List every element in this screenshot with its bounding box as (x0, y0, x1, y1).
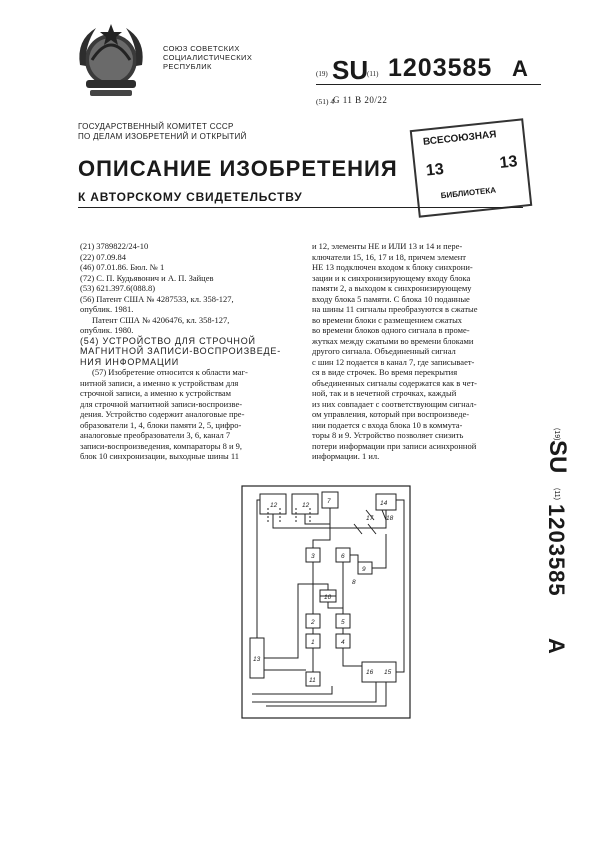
biblio-line: (46) 07.01.86. Бюл. № 1 (80, 262, 165, 272)
committee-line: ПО ДЕЛАМ ИЗОБРЕТЕНИЙ И ОТКРЫТИЙ (78, 132, 247, 141)
diagram-label: 9 (362, 566, 366, 573)
abstract-line: из них совпадает с соответствующим сигнал- (312, 398, 477, 409)
wire (257, 500, 260, 638)
ussr-emblem (70, 20, 152, 102)
abstract-line: зации и к синхронизирующему входу блока (312, 272, 471, 283)
field-19-code: (19) (316, 70, 328, 78)
side-field-19: (19) (553, 428, 560, 441)
diagram-label: 16 (366, 669, 374, 676)
patent-number: 1203585 (388, 54, 493, 82)
wire (268, 508, 310, 524)
biblio-line: (22) 07.09.84 (80, 251, 127, 262)
bibliographic-data (80, 241, 306, 462)
document-title: ОПИСАНИЕ ИЗОБРЕТЕНИЯ (78, 156, 398, 181)
org-line: СОЮЗ СОВЕТСКИХ (163, 44, 240, 53)
abstract-line: во времени блоков одного сигнала в проме- (312, 325, 470, 335)
abstract-line: информации. 1 ил. (312, 451, 380, 461)
biblio-line: (21) 3789822/24-10 (80, 241, 149, 251)
abstract-line: торы 8 и 9. Устройство позволяет снизить (312, 430, 464, 440)
diagram-label: 13 (253, 656, 261, 663)
abstract-line: (57) Изобретение относится к области маг- (92, 367, 248, 377)
diagram-label: 1 (311, 639, 315, 646)
abstract-line: дения. Устройство содержит аналоговые пре- (80, 409, 245, 419)
abstract-line: ной, так и в нечетной строчках, каждый (312, 388, 457, 398)
stamp-line: ВСЕСОЮЗНАЯ (422, 129, 497, 148)
ipc-class: G 11 B 20/22 (333, 95, 388, 105)
side-kind: A (544, 638, 569, 654)
abstract-line: нии подается с входа блока 10 в коммута- (312, 419, 463, 430)
country-code: SU (332, 55, 369, 85)
abstract-line: образователи 1, 4, блоки памяти 2, 5, цифро- (80, 419, 242, 430)
diagram-label: 3 (311, 553, 315, 560)
stamp-number: 13 (498, 153, 519, 172)
diagram-label: 7 (327, 498, 331, 505)
biblio-line: МАГНИТНОЙ ЗАПИСИ-ВОСПРОИЗВЕДЕ- (80, 346, 282, 356)
document-subtitle: К АВТОРСКОМУ СВИДЕТЕЛЬСТВУ (78, 190, 303, 204)
stamp-line: БИБЛИОТЕКА (440, 185, 497, 201)
biblio-line: опублик. 1981. (80, 304, 134, 314)
abstract-line: нитной записи, а именно к устройствам для (80, 377, 239, 388)
side-country: SU (544, 440, 571, 474)
diagram-label: 11 (309, 677, 316, 684)
org-line: СОЦИАЛИСТИЧЕСКИХ (163, 53, 253, 62)
abstract-line: аналоговые преобразователи 3, 6, канал 7 (80, 430, 231, 440)
biblio-line: (54) УСТРОЙСТВО ДЛЯ СТРОЧНОЙ (80, 335, 256, 346)
diagram-label: 5 (341, 619, 345, 626)
abstract-line: памяти 2, а выходом к синхронизирующему (312, 283, 472, 293)
biblio-line: (72) С. П. Кудьявонич и А. П. Зайцев (80, 272, 214, 283)
divider (316, 84, 541, 85)
diagram-label: 14 (380, 500, 388, 507)
abstract-line: блок 10 синхронизации, выходные шины 11 (80, 451, 240, 461)
diagram-label: 8 (352, 579, 356, 586)
wire (343, 648, 362, 666)
abstract-line: во времени блоки с размещением сжатых (312, 314, 463, 325)
side-field-11: (11) (553, 488, 560, 500)
abstract-line: для строчной магнитной записи-воспроизве- (80, 398, 243, 409)
abstract-line: ключатели 15, 16, 17 и 18, причем элемент (312, 251, 467, 262)
wire (372, 534, 386, 568)
committee-line: ГОСУДАРСТВЕННЫЙ КОМИТЕТ СССР (78, 122, 234, 131)
kind-code: A (512, 56, 528, 81)
diagram-label: 12 (302, 502, 310, 509)
block-diagram (236, 484, 414, 720)
biblio-line: (56) Патент США № 4287533, кл. 358-127, (80, 293, 234, 304)
field-11-code: (11) (367, 70, 379, 78)
country-block (163, 44, 252, 71)
abstract-continued (312, 241, 534, 462)
wire (396, 500, 404, 672)
side-number: 1203585 (544, 504, 569, 597)
wire (350, 555, 358, 562)
stamp-number: 13 (425, 160, 445, 180)
abstract-line: на шины 11 сигналы преобразуются в сжатые (312, 304, 478, 314)
biblio-line: Патент США № 4206476, кл. 358-127, (92, 314, 230, 325)
abstract-line: с шин 12 подается в канал 7, где записывает- (312, 356, 475, 367)
diagram-label: 15 (384, 669, 392, 676)
biblio-line: НИЯ ИНФОРМАЦИИ (80, 356, 179, 367)
abstract-line: ся в виде строчек. Во время перекрытия (312, 367, 458, 377)
abstract-line: потери информации при записи асинхронной (312, 440, 477, 451)
diagram-label: 10 (324, 594, 332, 601)
abstract-line: другого сигнала. Объединенный сигнал (312, 346, 456, 356)
switch-marks (354, 510, 386, 534)
library-stamp (410, 118, 533, 217)
abstract-line: ом управления, который при воспроизведе- (312, 409, 470, 419)
wire (264, 584, 328, 658)
committee-block (78, 122, 247, 142)
diagram-label: 17 (366, 515, 374, 522)
abstract-line: строчной записи, а именно к устройствам (80, 388, 232, 398)
abstract-line: объединенных сигналы содержатся как в чет- (312, 377, 478, 388)
abstract-line: и 12, элементы НЕ и ИЛИ 13 и 14 и пере- (312, 241, 463, 251)
diagram-label: 18 (386, 515, 394, 522)
abstract-line: НЕ 13 подключен входом к блоку синхрони- (312, 262, 473, 272)
field-51-code: (51) 4 (316, 97, 335, 106)
abstract-line: записи-воспроизведения, компараторы 8 и 9, (80, 440, 243, 451)
diagram-label: 12 (270, 502, 278, 509)
org-line: РЕСПУБЛИК (163, 62, 212, 71)
biblio-line: (53) 621.397.6(088.8) (80, 283, 156, 293)
diagram-label: 2 (311, 619, 315, 626)
side-designation (538, 428, 578, 688)
diagram-label: 4 (341, 639, 345, 646)
biblio-line: опублик. 1980. (80, 325, 134, 335)
diagram-label: 6 (341, 553, 345, 560)
divider (78, 207, 523, 208)
abstract-line: входу блока 5 памяти. С блока 10 поданные (312, 293, 470, 304)
abstract-line: жутках между сжатыми во времени блоками (312, 335, 474, 346)
